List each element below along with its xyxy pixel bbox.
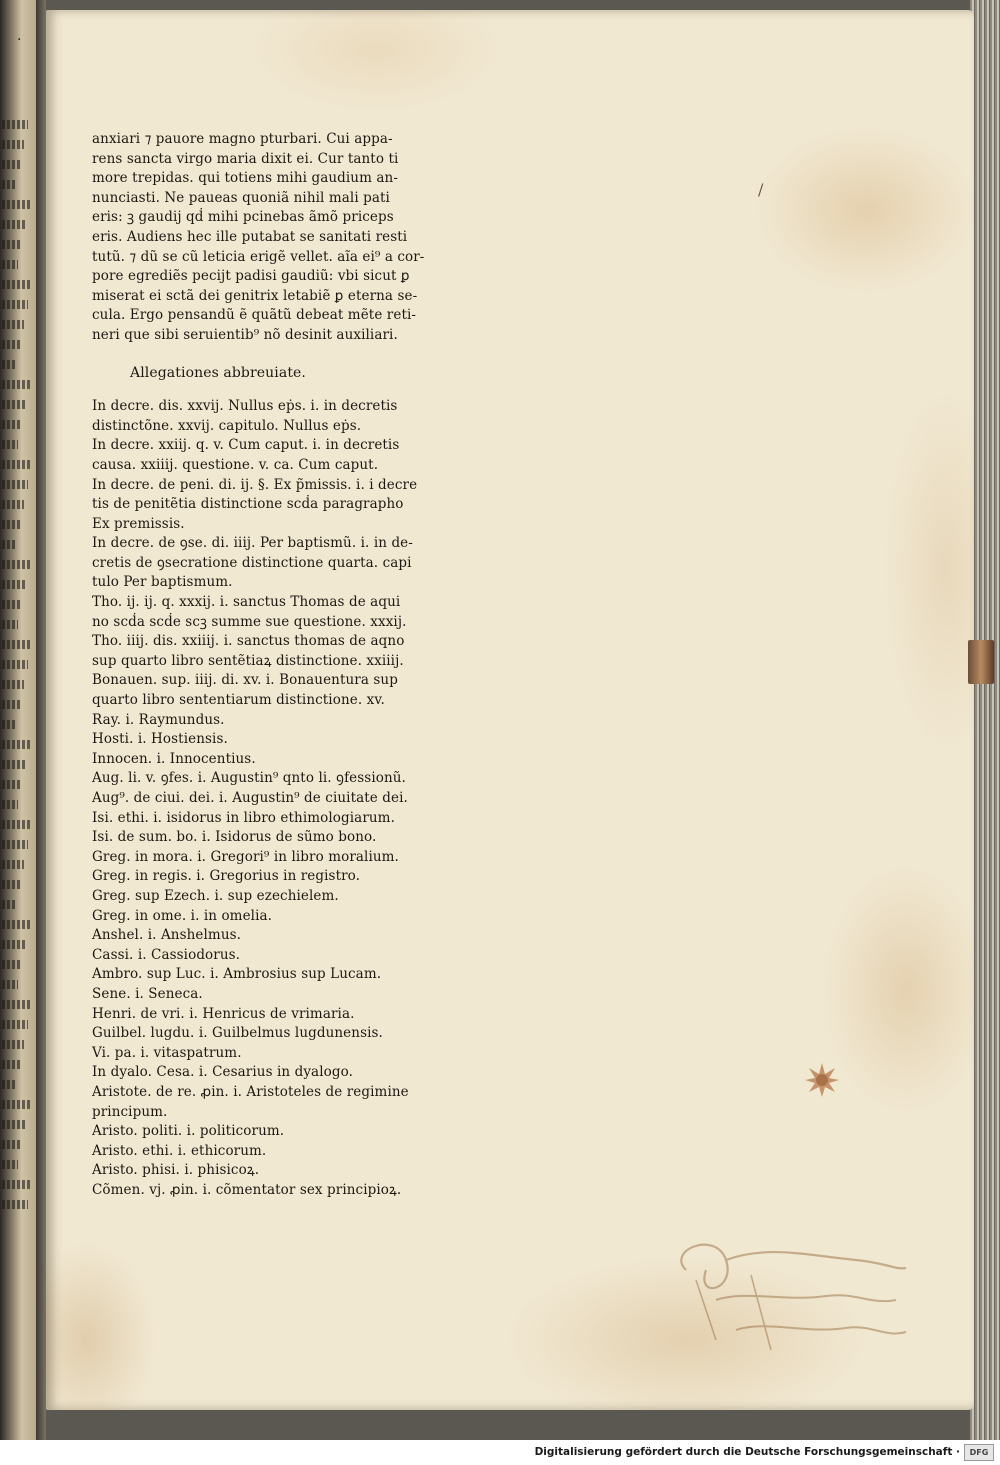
allegation-line: Innocen. i. Innocentius. <box>92 750 256 767</box>
previous-page-text-fragment <box>2 800 18 809</box>
allegation-line: tulo Per baptismum. <box>92 574 233 591</box>
allegation-line: In decre. dis. xxvij. Nullus eṗs. i. in decretis <box>92 398 398 415</box>
funding-credit: Digitalisierung gefördert durch die Deutsche Forschungsgemeinschaft · <box>534 1446 960 1458</box>
allegation-line: In decre. de ꝯse. di. iiij. Per baptismũ. i. in de- <box>92 535 413 552</box>
allegation-line: Cõmen. vj. ꝓin. i. cõmentator sex principioꝝ. <box>92 1181 402 1198</box>
allegation-line: Tho. iiij. dis. xxiiij. i. sanctus thomas de aqno <box>92 633 405 650</box>
previous-page-text-fragment <box>2 460 32 469</box>
previous-page-text-fragment <box>2 860 24 869</box>
allegation-line: Aristo. politi. i. politicorum. <box>92 1123 285 1140</box>
paragraph-ending <box>92 130 442 346</box>
previous-page-text-fragment <box>2 600 22 609</box>
footer-bar <box>0 1440 1000 1465</box>
previous-page-text-fragment <box>2 140 24 149</box>
previous-page-text-fragment <box>2 160 20 169</box>
previous-page-text-fragment <box>2 740 30 749</box>
section-heading: Allegationes abbreuiate. <box>130 364 306 381</box>
text-line: rens sancta virgo maria dixit ei. Cur tanto ti <box>92 150 399 167</box>
previous-page-text-fragment <box>2 960 22 969</box>
text-line: miserat ei sctã dei genitrix letabiẽ ꝑ eterna se- <box>92 287 418 304</box>
previous-page-text-fragment <box>2 480 28 489</box>
page-tab-marker <box>968 640 994 684</box>
previous-page-text-fragment <box>2 1060 20 1069</box>
previous-page-text-fragment <box>2 920 30 929</box>
allegation-line: Henri. de vri. i. Henricus de vrimaria. <box>92 1005 355 1022</box>
allegation-line: In decre. de peni. di. ij. §. Ex p̃missis. i. i decre <box>92 476 418 493</box>
previous-page-text-fragment <box>2 120 28 129</box>
allegation-line: Greg. in regis. i. Gregorius in registro. <box>92 868 361 885</box>
previous-page-text-fragment <box>2 900 16 909</box>
allegation-line: Aug. li. v. ꝯfes. i. Augustin⁹ qnto li. ꝯfessionũ. <box>92 770 406 787</box>
previous-page-text-fragment <box>2 620 18 629</box>
allegation-line: Greg. sup Ezech. i. sup ezechielem. <box>92 887 339 904</box>
allegation-line: In decre. xxiij. q. v. Cum caput. i. in decretis <box>92 437 400 454</box>
previous-page-text-fragment <box>2 240 22 249</box>
previous-page-text-fragment <box>2 1160 18 1169</box>
text-line: cula. Ergo pensandũ ẽ quãtũ debeat mẽte reti- <box>92 307 417 324</box>
previous-page-text-fragment <box>2 360 16 369</box>
previous-page-text-fragment <box>2 820 32 829</box>
book-gutter <box>36 0 46 1440</box>
previous-page-text-fragment <box>2 1120 26 1129</box>
previous-page-text-fragment <box>2 380 30 389</box>
allegation-line: Vi. pa. i. vitaspatrum. <box>92 1044 242 1061</box>
text-column <box>92 130 442 1200</box>
text-line: more trepidas. qui totiens mihi gaudium an- <box>92 170 398 187</box>
text-line: pore egrediẽs pecijt padisi gaudiũ: vbi sicut ꝑ <box>92 268 410 285</box>
dfg-logo: DFG <box>964 1444 994 1461</box>
allegation-line: Guilbel. lugdu. i. Guilbelmus lugdunensis. <box>92 1025 383 1042</box>
allegation-line: Bonauen. sup. iiij. di. xv. i. Bonauentura sup <box>92 672 398 689</box>
previous-page-edge <box>0 0 36 1440</box>
text-line: neri que sibi seruientib⁹ nõ desinit auxiliari. <box>92 326 398 343</box>
previous-page-text-fragment <box>2 280 32 289</box>
allegation-line: no scḋa scḋe scꝫ summe sue questione. xxxij. <box>92 613 407 630</box>
previous-page-text-fragment <box>2 840 28 849</box>
allegation-line: Aristo. phisi. i. phisicoꝝ. <box>92 1162 260 1179</box>
page-edges <box>970 0 1000 1440</box>
previous-page-text-fragment <box>2 760 26 769</box>
allegation-line: Isi. ethi. i. isidorus in libro ethimologiarum. <box>92 809 395 826</box>
allegation-line: tis de penitẽtia distinctione scḋa paragrapho <box>92 496 404 513</box>
allegation-line: In dyalo. Cesa. i. Cesarius in dyalogo. <box>92 1064 353 1081</box>
allegation-line: Cassi. i. Cassiodorus. <box>92 946 241 963</box>
previous-page-text-fragment <box>2 500 24 509</box>
book-page <box>46 10 974 1410</box>
text-line: anxiari ⁊ pauore magno pturbari. Cui appa- <box>92 131 393 147</box>
allegation-line: Ambro. sup Luc. i. Ambrosius sup Lucam. <box>92 966 382 983</box>
allegation-line: quarto libro sententiarum distinctione. xv. <box>92 692 385 709</box>
previous-page-text-fragment <box>2 700 20 709</box>
allegation-line: Isi. de sum. bo. i. Isidorus de sũmo bono. <box>92 829 377 846</box>
allegation-line: Hosti. i. Hostiensis. <box>92 731 228 748</box>
allegation-line: Ex premissis. <box>92 515 185 532</box>
previous-page-text-fragment <box>2 1140 22 1149</box>
previous-page-text-fragment <box>2 1040 24 1049</box>
star-stain <box>804 1062 840 1098</box>
previous-page-text-fragment <box>2 180 16 189</box>
text-line: tutũ. ⁊ dũ se cũ leticia erigẽ vellet. aĩa ei⁹ a cor- <box>92 248 425 265</box>
allegation-line: cretis de ꝯsecratione distinctione quarta. capi <box>92 554 412 571</box>
allegation-line: causa. xxiiij. questione. v. ca. Cum caput. <box>92 456 379 473</box>
previous-page-text-fragment <box>2 580 26 589</box>
previous-page-text-fragment <box>2 1180 32 1189</box>
previous-page-text-fragment <box>2 640 32 649</box>
previous-page-text-fragment <box>2 540 16 549</box>
previous-page-text-fragment <box>2 1200 28 1209</box>
previous-page-text-fragment <box>2 1020 28 1029</box>
previous-page-text-fragment <box>2 340 20 349</box>
allegation-line: Anshel. i. Anshelmus. <box>92 927 242 944</box>
allegation-line: principum. <box>92 1103 168 1120</box>
allegation-line: Aristote. de re. ꝓin. i. Aristoteles de regimine <box>92 1083 409 1100</box>
previous-page-text-fragment <box>2 720 16 729</box>
previous-page-text-fragment <box>2 1080 16 1089</box>
previous-page-text-fragment <box>2 940 26 949</box>
previous-page-text-fragment <box>2 420 22 429</box>
allegation-line: Aug⁹. de ciui. dei. i. Augustin⁹ de ciuitate dei. <box>92 790 408 806</box>
allegation-line: sup quarto libro sentẽtiaꝝ distinctione. xxiiij. <box>92 652 404 669</box>
allegation-line: Greg. in mora. i. Gregori⁹ in libro moralium. <box>92 848 399 865</box>
allegation-line: distinctõne. xxvij. capitulo. Nullus eṗs. <box>92 417 362 434</box>
allegation-list <box>92 397 442 1200</box>
margin-mark: / <box>758 180 764 199</box>
previous-page-text-fragment <box>2 440 18 449</box>
allegation-line: Ray. i. Raymundus. <box>92 711 225 728</box>
previous-page-text-fragment <box>2 980 18 989</box>
text-line: eris. Audiens hec ille putabat se sanitati resti <box>92 228 408 245</box>
previous-page-text-fragment <box>2 400 26 409</box>
previous-page-text-fragment <box>2 1000 32 1009</box>
allegation-line: Greg. in ome. i. in omelia. <box>92 907 273 924</box>
previous-page-text-fragment <box>2 660 28 669</box>
manuscript-annotation <box>656 1230 916 1370</box>
previous-page-text-fragment <box>2 220 26 229</box>
text-line: nunciasti. Ne paueas quoniã nihil mali pati <box>92 189 390 206</box>
margin-mark: · <box>17 32 22 48</box>
previous-page-text-fragment <box>2 260 18 269</box>
previous-page-text-fragment <box>2 560 30 569</box>
previous-page-text-fragment <box>2 880 20 889</box>
previous-page-text-fragment <box>2 780 22 789</box>
allegation-line: Tho. ij. ij. q. xxxij. i. sanctus Thomas de aqui <box>92 594 401 611</box>
previous-page-text-fragment <box>2 680 24 689</box>
text-line: eris: ꝫ gaudij qḋ mihi pcinebas ãmõ priceps <box>92 209 394 226</box>
previous-page-text-fragment <box>2 300 28 309</box>
allegation-line: Sene. i. Seneca. <box>92 985 203 1002</box>
previous-page-text-fragment <box>2 1100 30 1109</box>
allegation-line: Aristo. ethi. i. ethicorum. <box>92 1142 267 1159</box>
previous-page-text-fragment <box>2 320 24 329</box>
previous-page-text-fragment <box>2 520 20 529</box>
previous-page-text-fragment <box>2 200 30 209</box>
